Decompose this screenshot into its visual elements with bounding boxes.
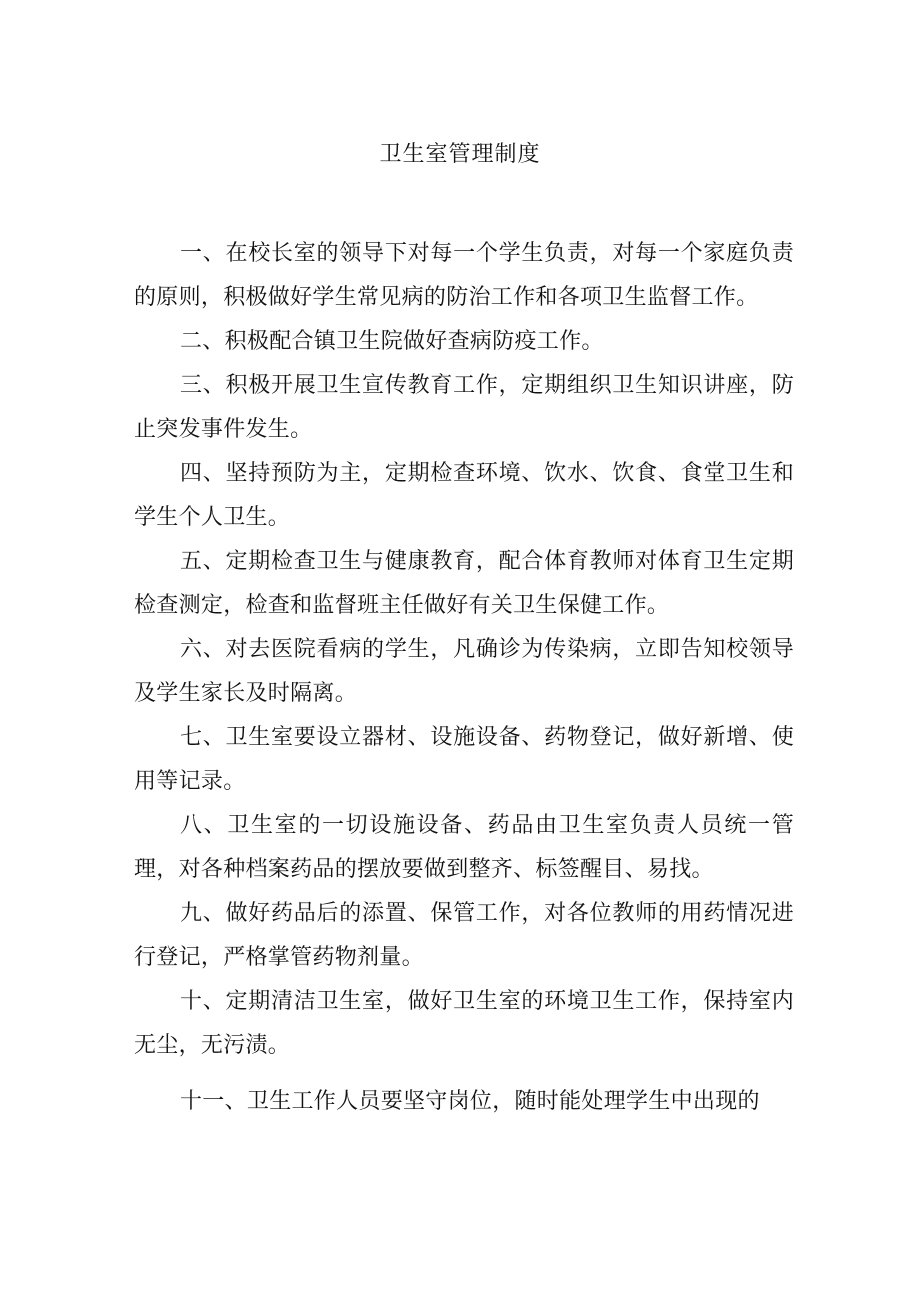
document-body — [134, 232, 794, 1124]
rule-paragraph-10: 十、定期清洁卫生室，做好卫生室的环境卫生工作，保持室内无尘，无污渍。 — [134, 989, 794, 1058]
rule-paragraph-8: 八、卫生室的一切设施设备、药品由卫生室负责人员统一管理，对各种档案药品的摆放要做到整齐、标签醒目、易找。 — [134, 813, 794, 882]
rule-paragraph-2: 二、积极配合镇卫生院做好查病防疫工作。 — [180, 329, 604, 354]
document-title: 卫生室管理制度 — [379, 142, 541, 167]
rule-paragraph-3: 三、积极开展卫生宣传教育工作，定期组织卫生知识讲座，防止突发事件发生。 — [134, 373, 794, 442]
rule-paragraph-4: 四、坚持预防为主，定期检查环境、饮水、饮食、食堂卫生和学生个人卫生。 — [134, 461, 794, 530]
rule-paragraph-11: 十一、卫生工作人员要坚守岗位，随时能处理学生中出现的 — [180, 1089, 760, 1114]
rule-paragraph-1: 一、在校长室的领导下对每一个学生负责，对每一个家庭负责的原则，积极做好学生常见病的防治工作和各项卫生监督工作。 — [134, 241, 794, 310]
rule-paragraph-7: 七、卫生室要设立器材、设施设备、药物登记，做好新增、使用等记录。 — [134, 725, 794, 794]
rule-paragraph-6: 六、对去医院看病的学生，凡确诊为传染病，立即告知校领导及学生家长及时隔离。 — [134, 637, 794, 706]
rule-paragraph-5: 五、定期检查卫生与健康教育，配合体育教师对体育卫生定期检查测定，检查和监督班主任做好有关卫生保健工作。 — [134, 549, 794, 618]
rule-paragraph-9: 九、做好药品后的添置、保管工作，对各位教师的用药情况进行登记，严格掌管药物剂量。 — [134, 901, 794, 970]
